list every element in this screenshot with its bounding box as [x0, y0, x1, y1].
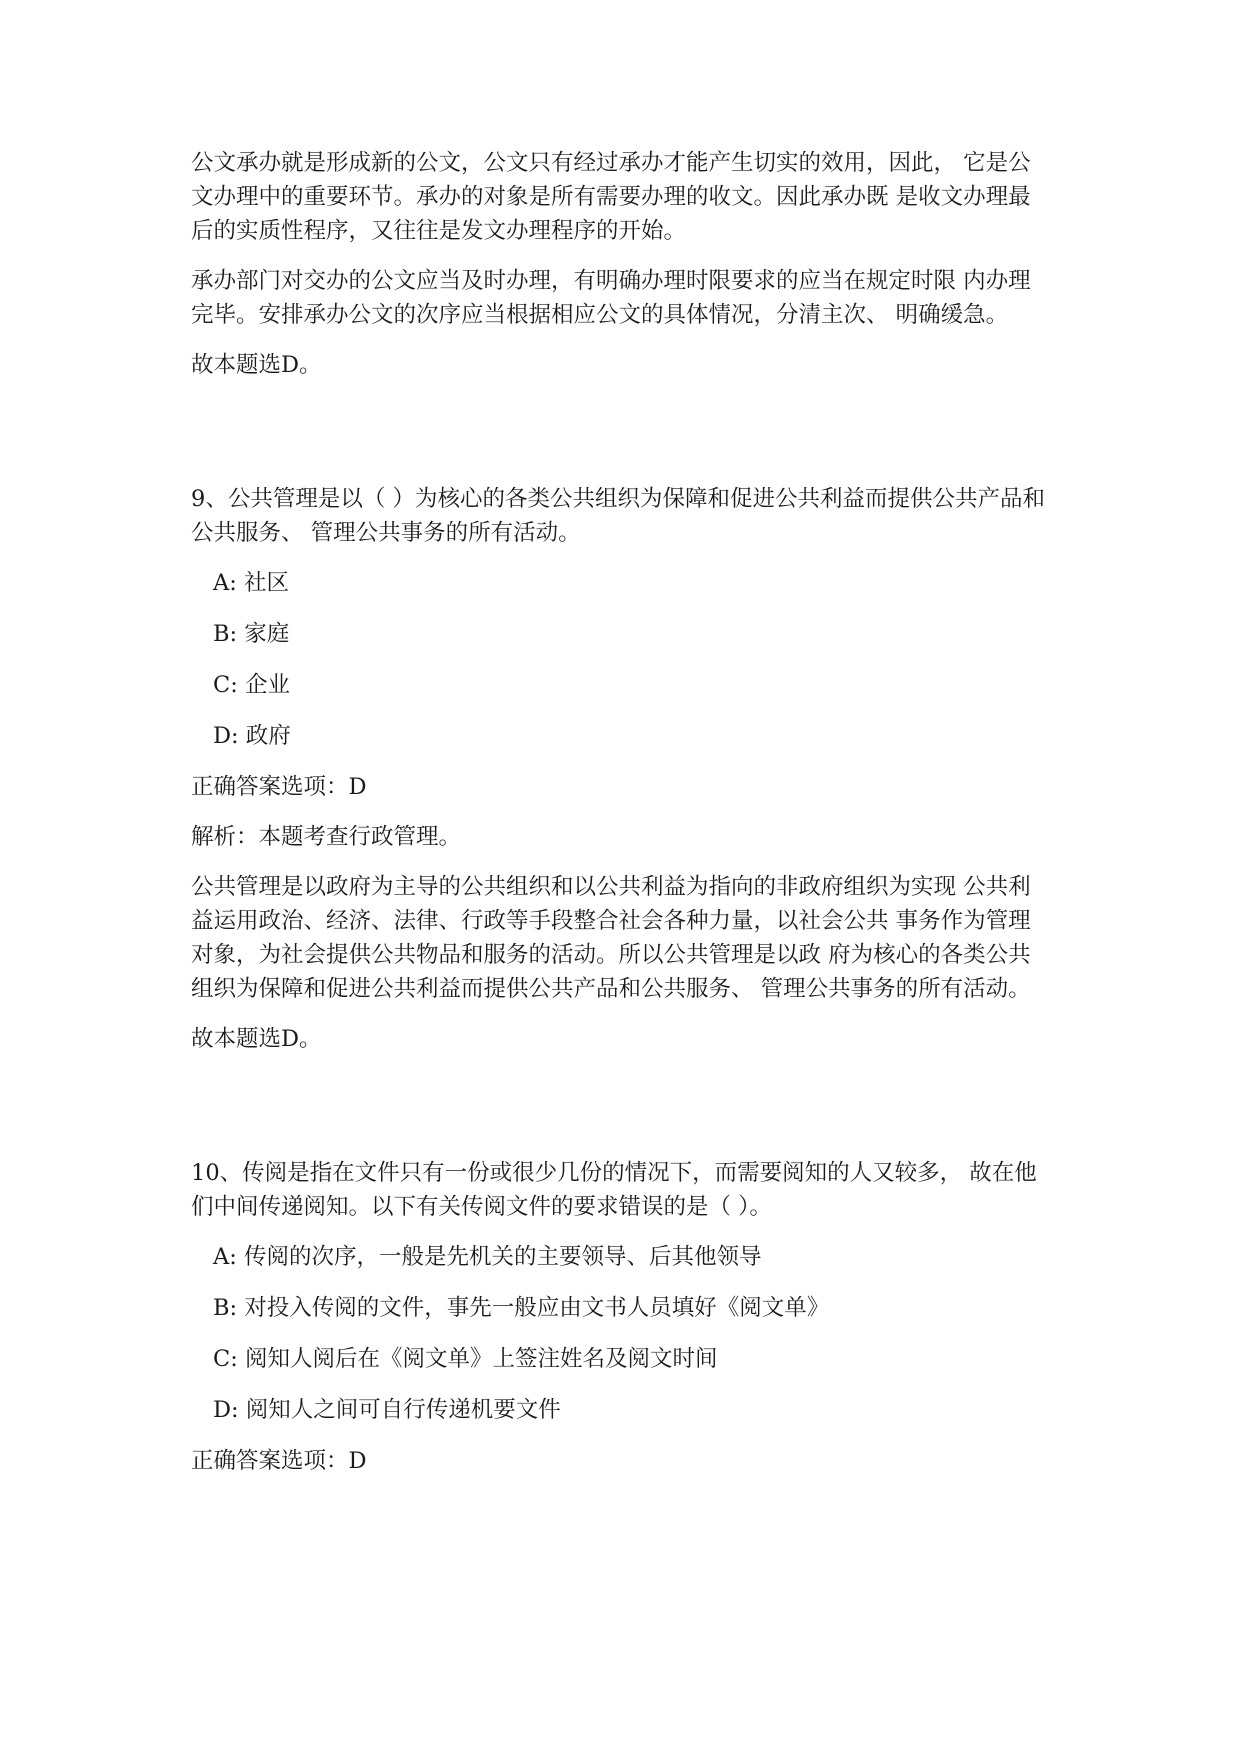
prev-explanation-paragraph-1 — [191, 146, 1051, 248]
option-text: 阅知人阅后在《阅文单》上签注姓名及阅文时间 — [244, 1346, 718, 1372]
option-text: 政府 — [245, 723, 291, 749]
option-text: 对投入传阅的文件，事先一般应由文书人员填好《阅文单》 — [244, 1295, 830, 1321]
text-line: 府为核心的各类公共组织为保障和促进公共利益而提供公共产品和公共服务、 — [191, 942, 1031, 1002]
text-line: ）为核心的各类公共组织为保障和促进公共利益而提供公共产品和公共服务、 — [191, 486, 1045, 546]
option-letter: A: — [213, 570, 237, 596]
q9-conclusion: 故本题选D。 — [191, 1026, 322, 1052]
prev-conclusion: 故本题选D。 — [191, 352, 322, 378]
text-line: 9、公共管理是以（ — [191, 486, 386, 512]
option-letter: C: — [213, 1346, 238, 1372]
document-page — [191, 146, 1051, 1494]
text-line: 公文承办就是形成新的公文，公文只有经过承办才能产生切实的效用，因此， — [191, 150, 957, 176]
q10-option-b — [213, 1291, 1051, 1325]
q10-option-d — [213, 1393, 1051, 1427]
option-text: 阅知人之间可自行传递机要文件 — [245, 1397, 561, 1423]
text-line: 公共管理是以政府为主导的公共组织和以公共利益为指向的非政府组织为实现 — [191, 874, 957, 900]
q9-option-a — [213, 566, 1051, 600]
option-letter: D: — [213, 1397, 239, 1423]
q9-option-d — [213, 719, 1051, 753]
text-line: 它是公文办理中的重要环节。承办的对象是所有需要办理的收文。因此承办既 — [191, 150, 1031, 210]
text-line: 内办理完毕。安排承办公文的次序应当根据相应公文的具体情况，分清主次、 — [191, 268, 1031, 328]
option-letter: B: — [213, 621, 238, 647]
text-line: 管理公共事务的所有活动。 — [310, 520, 581, 546]
q9-stem — [191, 482, 1051, 550]
q9-option-b — [213, 617, 1051, 651]
text-line: 公共利益运用政治、经济、法律、行政等手段整合社会各种力量，以社会公共 — [191, 874, 1031, 934]
q9-analysis-intro: 解析：本题考查行政管理。 — [191, 824, 462, 850]
q9-option-c — [213, 668, 1051, 702]
text-line: 承办部门对交办的公文应当及时办理，有明确办理时限要求的应当在规定时限 — [191, 268, 957, 294]
section-gap — [191, 1072, 1051, 1156]
text-line: 10、传阅是指在文件只有一份或很少几份的情况下，而需要阅知的人又较多， — [191, 1160, 963, 1186]
text-line: 事务作为管理对象，为社会提供公共物品和服务的活动。所以公共管理是以政 — [191, 908, 1031, 968]
text-line: 管理公共事务的所有活动。 — [760, 976, 1031, 1002]
option-text: 传阅的次序，一般是先机关的主要领导、后其他领导 — [244, 1244, 762, 1270]
option-letter: D: — [213, 723, 239, 749]
option-letter: B: — [213, 1295, 238, 1321]
q10-stem — [191, 1156, 1051, 1224]
q10-option-a — [213, 1240, 1051, 1274]
option-letter: C: — [213, 672, 238, 698]
q9-analysis — [191, 870, 1051, 1006]
option-text: 社区 — [244, 570, 290, 596]
q10-answer: 正确答案选项：D — [191, 1448, 367, 1474]
option-text: 家庭 — [244, 621, 290, 647]
text-line: 是收文办理最后的实质性程序，又往往是发文办理程序的开始。 — [191, 184, 1031, 244]
q9-answer: 正确答案选项：D — [191, 774, 367, 800]
text-line: 故在他们中间传递阅知。以下有关传阅文件的要求错误的是（ ）。 — [191, 1160, 1037, 1220]
option-text: 企业 — [244, 672, 290, 698]
section-gap — [191, 398, 1051, 482]
option-letter: A: — [213, 1244, 237, 1270]
q10-option-c — [213, 1342, 1051, 1376]
text-line: 明确缓急。 — [895, 302, 1009, 328]
prev-explanation-paragraph-2 — [191, 264, 1051, 332]
